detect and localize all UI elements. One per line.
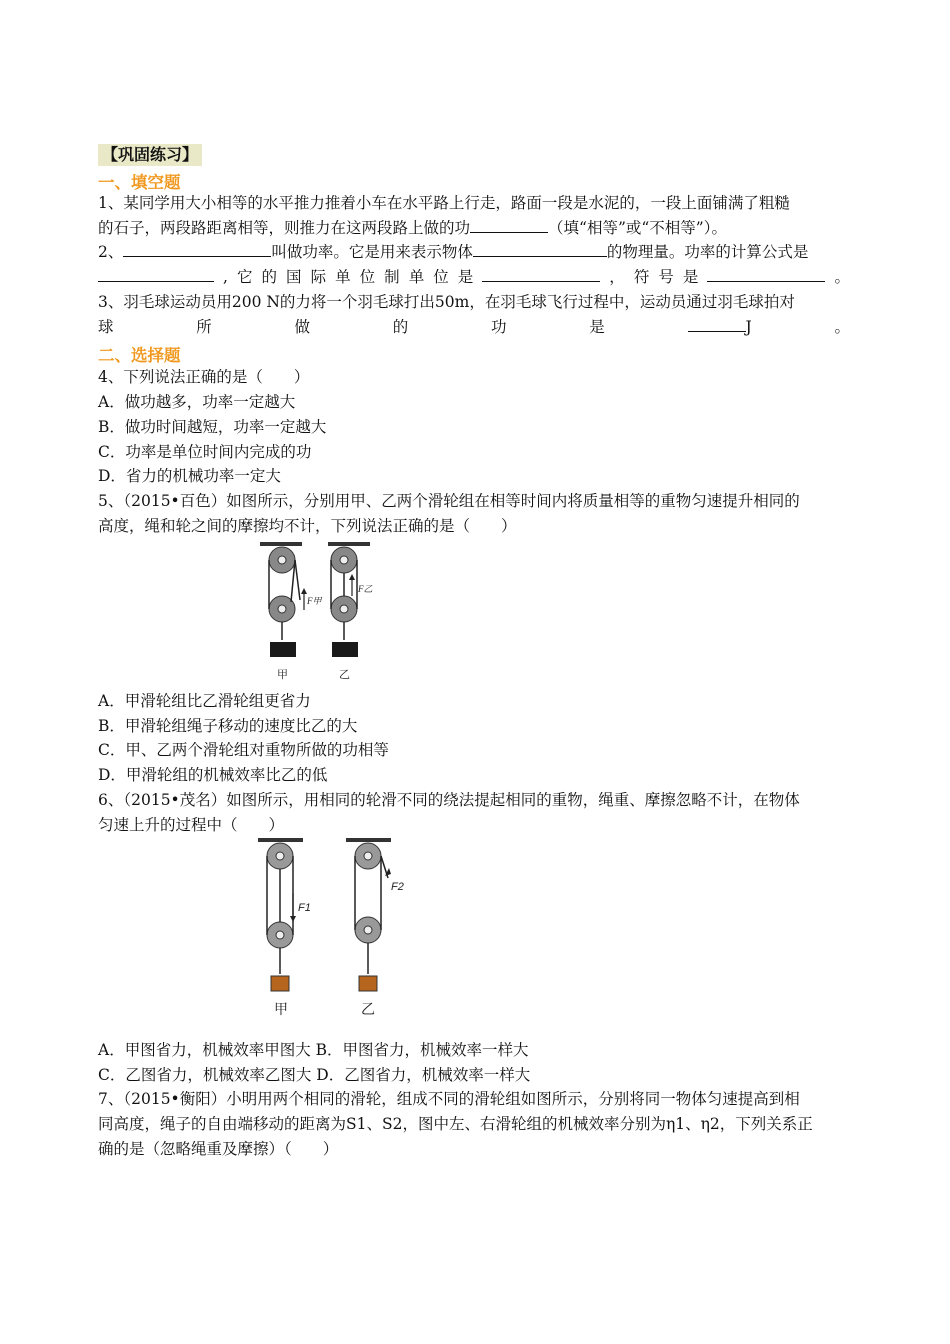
q6-f1-label: F1 [298, 902, 311, 914]
q1-line1: 1、某同学用大小相等的水平推力推着小车在水平路上行走，路面一段是水泥的，一段上面铺满了粗糙 [98, 194, 790, 212]
section-fill-blank: 一、填空题 [98, 173, 181, 192]
q4-option-c[interactable]: C．功率是单位时间内完成的功 [98, 443, 312, 461]
q5-left-caption: 甲 [277, 668, 288, 681]
q3-line1: 3、羽毛球运动员用200 N的力将一个羽毛球打出50m，在羽毛球飞行过程中，运动员通过羽毛球拍对 [98, 293, 795, 311]
q5-option-d[interactable]: D．甲滑轮组的机械效率比乙的低 [98, 766, 328, 784]
q4-stem: 4、下列说法正确的是（ ） [98, 368, 310, 386]
q5-f-right-label: F乙 [358, 584, 373, 594]
q6-left-caption: 甲 [274, 1002, 288, 1018]
q2-line1: 2、 叫做功率。它是用来表示物体 的物理量。功率的计算公式是 [98, 240, 850, 264]
q2-blank-unit[interactable] [482, 265, 600, 282]
q2-line2: , 它 的 国 际 单 位 制 单 位 是 ， 符 号 是 。 [98, 265, 850, 289]
q1-line2: 的石子，两段路距离相等，则推力在这两段路上做的功 （填“相等”或“不相等”）。 [98, 216, 850, 240]
q7-line3: 确的是（忽略绳重及摩擦）（ ） [98, 1140, 339, 1158]
q2-blank-formula[interactable] [98, 265, 214, 282]
q5-right-caption: 乙 [339, 668, 350, 681]
section-choice: 二、选择题 [98, 346, 181, 365]
q3-line2: 球 所 做 的 功 是 J 。 [98, 315, 850, 339]
q6-options-row1[interactable]: A．甲图省力，机械效率甲图大 B．甲图省力，机械效率一样大 [98, 1041, 529, 1059]
q5-line1: 5、（2015•百色）如图所示，分别用甲、乙两个滑轮组在相等时间内将质量相等的重物匀速提升相同的 [98, 492, 800, 510]
q2-blank-symbol[interactable] [707, 265, 825, 282]
q6-right-caption: 乙 [361, 1002, 375, 1018]
q4-option-a[interactable]: A．做功越多，功率一定越大 [98, 393, 296, 411]
q4-option-b[interactable]: B．做功时间越短，功率一定越大 [98, 418, 327, 436]
q5-line2: 高度，绳和轮之间的摩擦均不计，下列说法正确的是（ ） [98, 517, 517, 535]
q1-answer-blank[interactable] [470, 216, 548, 233]
q6-f2-label: F2 [391, 881, 404, 893]
q5-option-c[interactable]: C．甲、乙两个滑轮组对重物所做的功相等 [98, 741, 389, 759]
q6-options-row2[interactable]: C．乙图省力，机械效率乙图大 D．乙图省力，机械效率一样大 [98, 1066, 531, 1084]
q7-line1: 7、（2015•衡阳）小明用两个相同的滑轮，组成不同的滑轮组如图所示，分别将同一物体匀速提高到相 [98, 1090, 800, 1108]
q6-pulley-figure [258, 838, 428, 1018]
q5-option-b[interactable]: B．甲滑轮组绳子移动的速度比乙的大 [98, 717, 358, 735]
q2-blank-definition[interactable] [123, 240, 271, 257]
q5-f-left-label: F甲 [307, 596, 322, 606]
q3-answer-blank[interactable] [688, 315, 746, 332]
q5-option-a[interactable]: A．甲滑轮组比乙滑轮组更省力 [98, 692, 311, 710]
q7-line2: 同高度，绳子的自由端移动的距离为S1、S2，图中左、右滑轮组的机械效率分别为η1、η2，下列关系正 [98, 1115, 813, 1133]
q6-line1: 6、（2015•茂名）如图所示，用相同的轮滑不同的绕法提起相同的重物，绳重、摩擦忽略不计，在物体 [98, 791, 800, 809]
q2-blank-meaning[interactable] [473, 240, 607, 257]
q6-line2: 匀速上升的过程中（ ） [98, 816, 285, 834]
q5-pulley-figure [260, 542, 390, 684]
q4-option-d[interactable]: D．省力的机械功率一定大 [98, 467, 281, 485]
exercise-header: 【巩固练习】 [98, 144, 202, 166]
